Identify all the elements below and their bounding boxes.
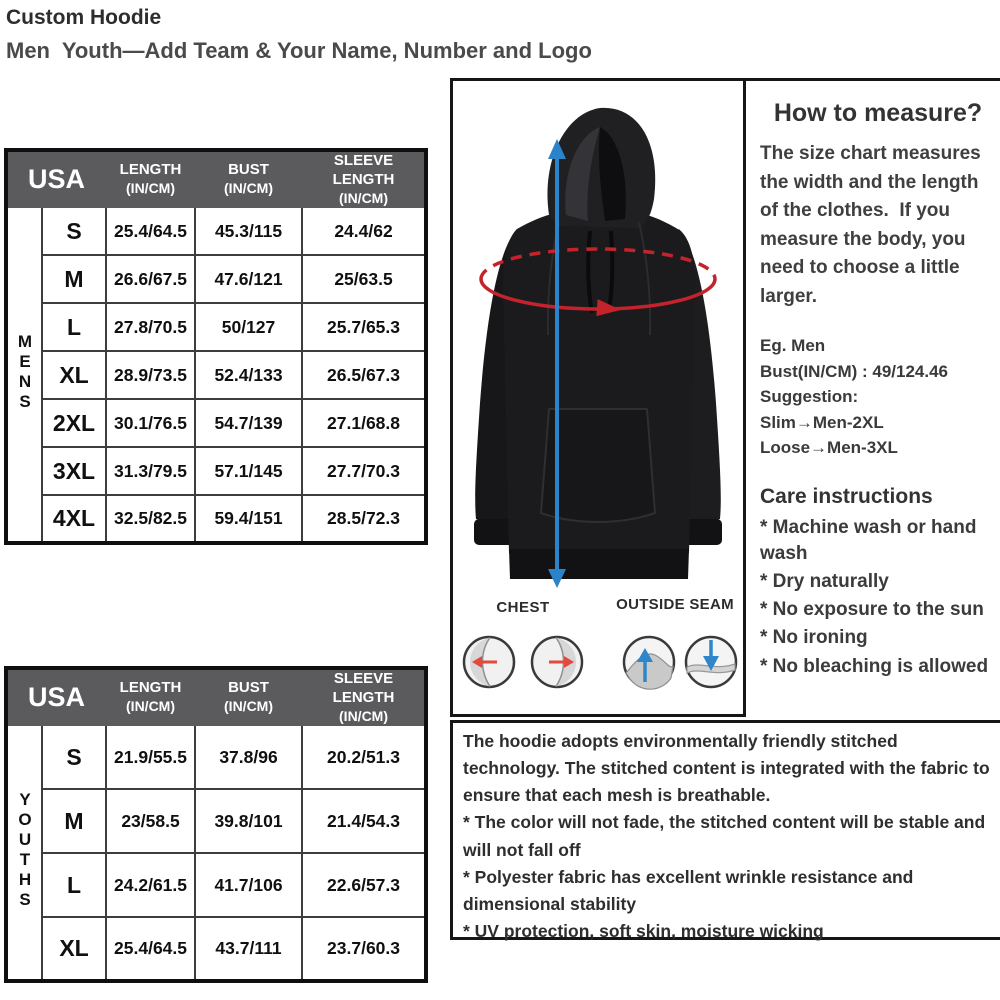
length-cell: 27.8/70.5 (106, 303, 195, 351)
sleeve-cell: 28.5/72.3 (302, 495, 426, 543)
size-cell: S (42, 725, 106, 789)
size-cell: L (42, 853, 106, 917)
youths-size-table (4, 666, 428, 983)
header-usa: USA (6, 668, 106, 725)
bust-cell: 50/127 (195, 303, 302, 351)
hoodie-measure-panel (450, 78, 746, 717)
chest-measure-left-icon (461, 633, 517, 691)
bust-cell: 47.6/121 (195, 255, 302, 303)
sleeve-cell: 21.4/54.3 (302, 789, 426, 853)
care-item: * Machine wash or hand wash (760, 516, 977, 564)
bust-cell: 43.7/111 (195, 917, 302, 981)
sizing-example (760, 333, 996, 461)
table-row (6, 447, 426, 495)
product-title: Custom Hoodie (6, 6, 162, 29)
care-instructions-heading: Care instructions (760, 484, 933, 508)
size-cell: M (42, 255, 106, 303)
bust-cell: 57.1/145 (195, 447, 302, 495)
length-cell: 25.4/64.5 (106, 207, 195, 255)
care-item: * No ironing (760, 627, 868, 649)
care-item: * No exposure to the sun (760, 599, 984, 621)
table-row (6, 853, 426, 917)
outside-seam-down-icon (683, 633, 739, 691)
table-row (6, 351, 426, 399)
description-paragraph: The hoodie adopts environmentally friendly stitched technology. The stitched content is integrated with the fabric to ensure that each mesh is breathable. (463, 731, 990, 806)
table-row (6, 255, 426, 303)
example-line: Loose→Men-3XL (760, 438, 898, 457)
table-row (6, 495, 426, 543)
product-subtitle: Men Youth—Add Team & Your Name, Number and Logo (6, 38, 592, 63)
table-row (6, 399, 426, 447)
size-cell: L (42, 303, 106, 351)
table-row (6, 917, 426, 981)
bust-cell: 45.3/115 (195, 207, 302, 255)
length-cell: 25.4/64.5 (106, 917, 195, 981)
sleeve-cell: 26.5/67.3 (302, 351, 426, 399)
size-cell: M (42, 789, 106, 853)
outside-seam-label: OUTSIDE SEAM (616, 596, 734, 613)
how-to-measure-heading: How to measure? (773, 99, 983, 127)
sleeve-cell: 23.7/60.3 (302, 917, 426, 981)
size-cell: XL (42, 351, 106, 399)
size-cell: 4XL (42, 495, 106, 543)
sleeve-cell: 27.7/70.3 (302, 447, 426, 495)
sleeve-cell: 25.7/65.3 (302, 303, 426, 351)
care-item: * No bleaching is allowed (760, 655, 989, 677)
how-to-measure-panel (746, 78, 1000, 717)
length-cell: 30.1/76.5 (106, 399, 195, 447)
size-cell: XL (42, 917, 106, 981)
length-cell: 26.6/67.5 (106, 255, 195, 303)
length-cell: 23/58.5 (106, 789, 195, 853)
bust-cell: 54.7/139 (195, 399, 302, 447)
bust-cell: 39.8/101 (195, 789, 302, 853)
bust-cell: 59.4/151 (195, 495, 302, 543)
hoodie-photo (453, 83, 743, 588)
header-length: LENGTH (IN/CM) (106, 668, 195, 725)
table-header-row (6, 150, 426, 207)
example-line: Bust(IN/CM) : 49/124.46 (760, 361, 948, 381)
table-row (6, 207, 426, 255)
example-line: Eg. Men (760, 336, 826, 355)
youths-group-label: YOUTHS (6, 725, 42, 981)
description-paragraph: * Polyester fabric has excellent wrinkle resistance and dimensional stability (463, 866, 914, 914)
header-bust: BUST (IN/CM) (195, 150, 302, 207)
chest-measure-right-icon (529, 633, 585, 691)
size-cell: 2XL (42, 399, 106, 447)
header-length: LENGTH (IN/CM) (106, 150, 195, 207)
sleeve-cell: 22.6/57.3 (302, 853, 426, 917)
chest-label: CHEST (496, 599, 550, 616)
header-usa: USA (6, 150, 106, 207)
how-to-measure-text: The size chart measures the width and the length of the clothes. If you measure the body, you need to choose a little larger. (760, 143, 986, 307)
sleeve-cell: 27.1/68.8 (302, 399, 426, 447)
header-sleeve-length: SLEEVE LENGTH (IN/CM) (302, 150, 426, 207)
bust-cell: 41.7/106 (195, 853, 302, 917)
example-line: Slim→Men-2XL (760, 412, 884, 432)
product-description-box (450, 720, 1000, 940)
table-header-row (6, 668, 426, 725)
example-line: Suggestion: (760, 387, 859, 406)
length-cell: 21.9/55.5 (106, 725, 195, 789)
header-sleeve-length: SLEEVE LENGTH (IN/CM) (302, 668, 426, 725)
header-bust: BUST (IN/CM) (195, 668, 302, 725)
length-cell: 31.3/79.5 (106, 447, 195, 495)
length-cell: 28.9/73.5 (106, 351, 195, 399)
mens-group-label: MENS (6, 207, 42, 543)
length-cell: 32.5/82.5 (106, 495, 195, 543)
table-row (6, 725, 426, 789)
sleeve-cell: 24.4/62 (302, 207, 426, 255)
sleeve-cell: 25/63.5 (302, 255, 426, 303)
mens-size-table (4, 148, 428, 545)
bust-cell: 37.8/96 (195, 725, 302, 789)
sleeve-cell: 20.2/51.3 (302, 725, 426, 789)
outside-seam-up-icon (621, 633, 677, 691)
size-cell: S (42, 207, 106, 255)
description-paragraph: * UV protection, soft skin, moisture wicking (463, 920, 824, 941)
size-cell: 3XL (42, 447, 106, 495)
care-item: * Dry naturally (760, 570, 889, 592)
description-paragraph: * The color will not fade, the stitched content will be stable and will not fall off (463, 812, 986, 860)
length-cell: 24.2/61.5 (106, 853, 195, 917)
table-row (6, 303, 426, 351)
bust-cell: 52.4/133 (195, 351, 302, 399)
table-row (6, 789, 426, 853)
care-instructions-list (760, 515, 996, 680)
